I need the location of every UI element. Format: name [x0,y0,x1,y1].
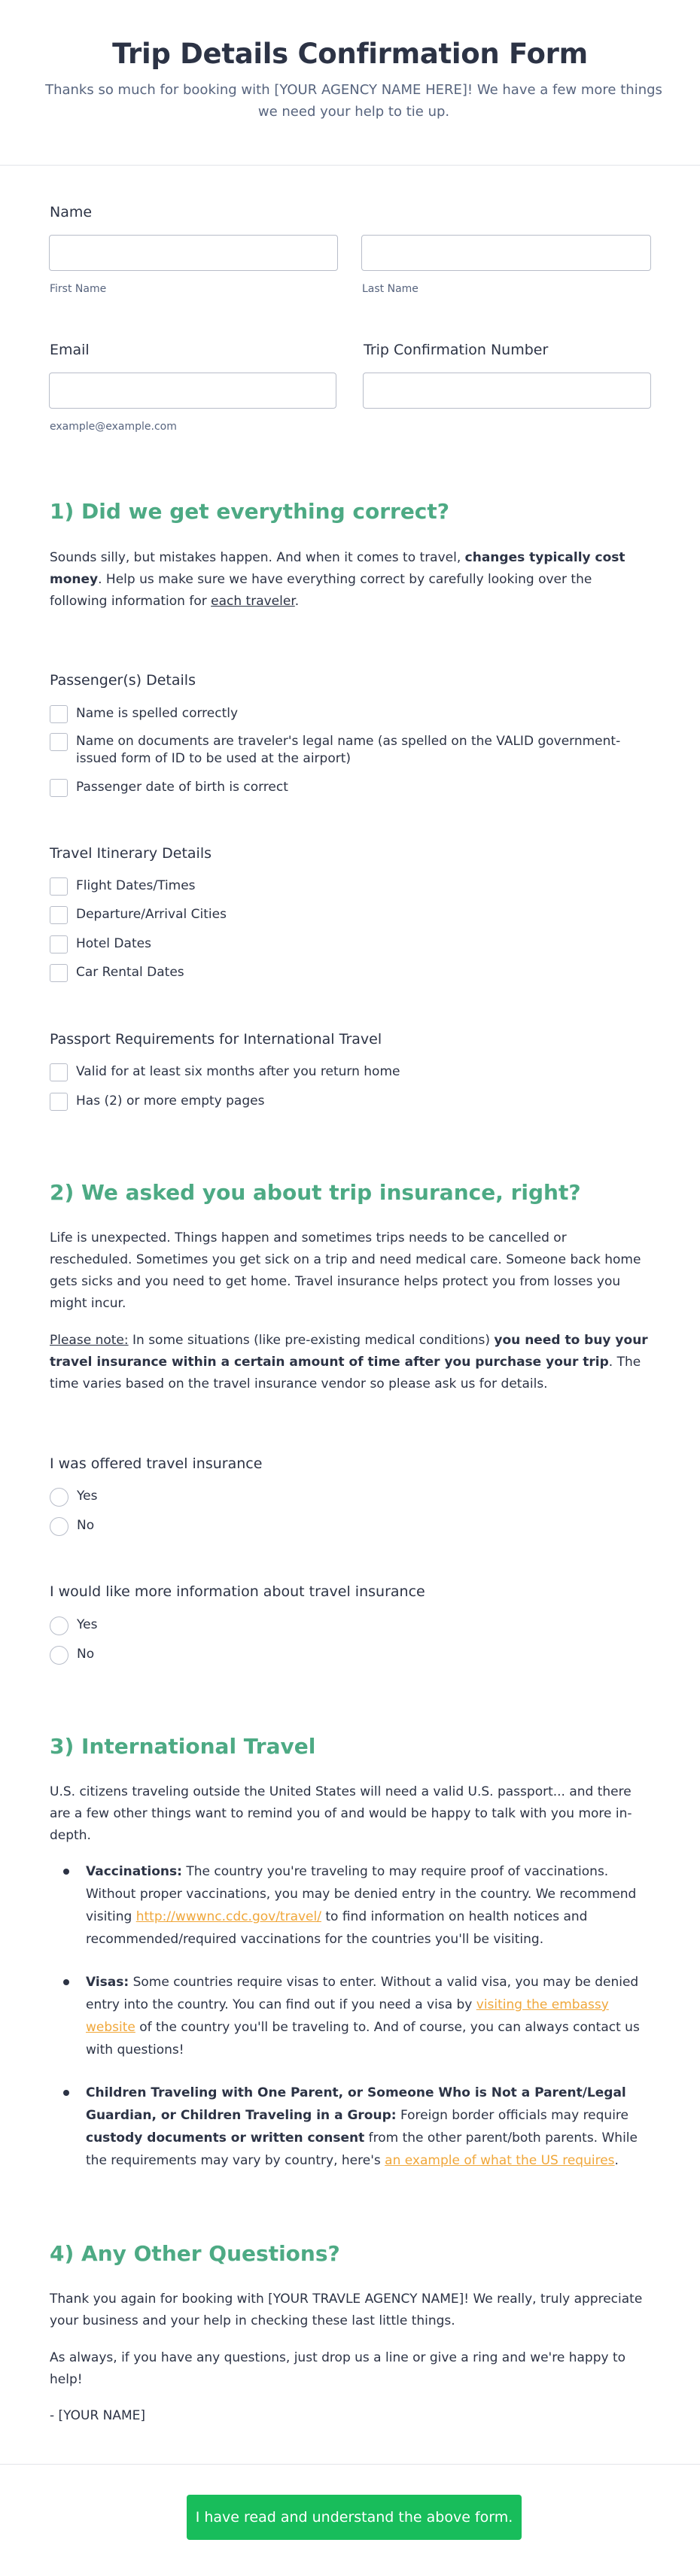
list-item-children: Children Traveling with One Parent, or Someone Who is Not a Parent/Legal Guardian, or Children Traveling in a Group: Foreign border officials may require custody documents or written consent from the other parent/both parents. While the requirements may vary by country, here's an example of what the US requires. [50,2082,652,2172]
more-info-insurance-label: I would like more information about travel insurance [50,1583,425,1600]
radio[interactable] [50,1488,68,1507]
section-4-title: 4) Any Other Questions? [50,2241,340,2266]
last-name-sublabel: Last Name [362,283,418,295]
radio[interactable] [50,1616,68,1635]
footer-divider [0,2464,700,2465]
bullet-icon [63,1869,69,1875]
first-name-input[interactable] [49,235,338,271]
section-2-note: Please note: In some situations (like pre-existing medical conditions) you need to buy your travel insurance within a certain amount of time after you purchase your trip. The time varies based on the travel insurance vendor so please ask us for details. [50,1333,648,1391]
offered-insurance-no[interactable]: No [50,1517,94,1536]
signature: - [YOUR NAME] [50,2408,146,2423]
option-hotel-dates[interactable]: Hotel Dates [50,935,151,953]
section-3-intro: U.S. citizens traveling outside the United States will need a valid U.S. passport... and there are a few other things want to remind you of and would be happy to talk with you more in-depth. [50,1784,632,1843]
checkbox[interactable] [50,906,68,924]
checkbox[interactable] [50,935,68,953]
offered-insurance-label: I was offered travel insurance [50,1455,263,1472]
bullet-icon [63,1979,69,1985]
form-header [0,0,700,128]
passenger-details-label: Passenger(s) Details [50,672,196,689]
passport-requirements-label: Passport Requirements for International Travel [50,1031,382,1048]
checkbox[interactable] [50,779,68,797]
list-item-vaccinations: Vaccinations: The country you're traveling to may require proof of vaccinations. Without proper vaccinations, you may be denied entry in the country. We recommend visiting http://wwwnc.cdc.gov/travel/ to find information on health notices and recommended/required vaccinations for the countries you'll be visiting. [50,1860,652,1951]
checkbox[interactable] [50,1093,68,1111]
checkbox[interactable] [50,733,68,751]
section-2-intro: Life is unexpected. Things happen and sometimes trips needs to be cancelled or rescheduled. Sometimes you get sick on a trip and need medical care. Someone back home gets sicks and you need to get home. Travel insurance helps protect you from losses you might incur. [50,1230,641,1311]
checkbox[interactable] [50,705,68,723]
email-input[interactable] [49,373,336,409]
option-date-of-birth[interactable]: Passenger date of birth is correct [50,779,288,797]
email-label: Email [50,342,90,358]
last-name-input[interactable] [361,235,651,271]
list-item-visas: Visas: Some countries require visas to enter. Without a valid visa, you may be denied entry into the country. You can find out if you need a visa by visiting the embassy website of the country you'll be traveling to. And of course, you can always contact us with questions! [50,1971,652,2061]
checkbox[interactable] [50,877,68,896]
more-info-no[interactable]: No [50,1646,94,1665]
section-4-thanks: Thank you again for booking with [YOUR TRAVLE AGENCY NAME]! We really, truly appreciate your business and your help in checking these last little things. [50,2292,643,2328]
radio[interactable] [50,1517,68,1536]
option-cities[interactable]: Departure/Arrival Cities [50,906,227,924]
option-flight-dates[interactable]: Flight Dates/Times [50,877,196,896]
form-subtitle: Thanks so much for booking with [YOUR AGENCY NAME HERE]! We have a few more things we need your help to tie up. [45,82,662,120]
checkbox[interactable] [50,1063,68,1081]
international-travel-list [50,1860,652,2172]
option-empty-pages[interactable]: Has (2) or more empty pages [50,1093,264,1111]
header-divider [0,165,700,166]
confirmation-label: Trip Confirmation Number [364,342,549,358]
more-info-yes[interactable]: Yes [50,1616,97,1635]
first-name-sublabel: First Name [50,283,107,295]
option-car-rental-dates[interactable]: Car Rental Dates [50,964,184,982]
section-3-title: 3) International Travel [50,1734,316,1759]
confirmation-number-input[interactable] [363,373,651,409]
section-2-title: 2) We asked you about trip insurance, right? [50,1180,581,1205]
cdc-link[interactable]: http://wwwnc.cdc.gov/travel/ [135,1909,321,1924]
section-1-intro: Sounds silly, but mistakes happen. And when it comes to travel, changes typically cost money. Help us make sure we have everything correct by carefully looking over the following information for each traveler. [50,550,625,609]
name-label: Name [50,204,93,220]
itinerary-details-label: Travel Itinerary Details [50,845,212,862]
radio[interactable] [50,1646,68,1665]
section-4-questions: As always, if you have any questions, just drop us a line or give a ring and we're happy to help! [50,2350,626,2387]
us-requirements-link[interactable]: an example of what the US requires [385,2153,615,2168]
bullet-icon [63,2090,69,2096]
checkbox[interactable] [50,964,68,982]
option-name-spelled[interactable]: Name is spelled correctly [50,705,238,723]
section-1-title: 1) Did we get everything correct? [50,499,450,524]
embassy-website-link[interactable]: visiting the embassy website [86,1997,609,2035]
email-sublabel: example@example.com [50,421,177,433]
submit-button[interactable]: I have read and understand the above form. [187,2495,522,2540]
option-passport-valid[interactable]: Valid for at least six months after you return home [50,1063,400,1081]
offered-insurance-yes[interactable]: Yes [50,1488,97,1507]
option-legal-name[interactable]: Name on documents are traveler's legal name (as spelled on the VALID government-issued form of ID to be used at the airport) [50,733,652,768]
form-title: Trip Details Confirmation Form [112,38,588,70]
